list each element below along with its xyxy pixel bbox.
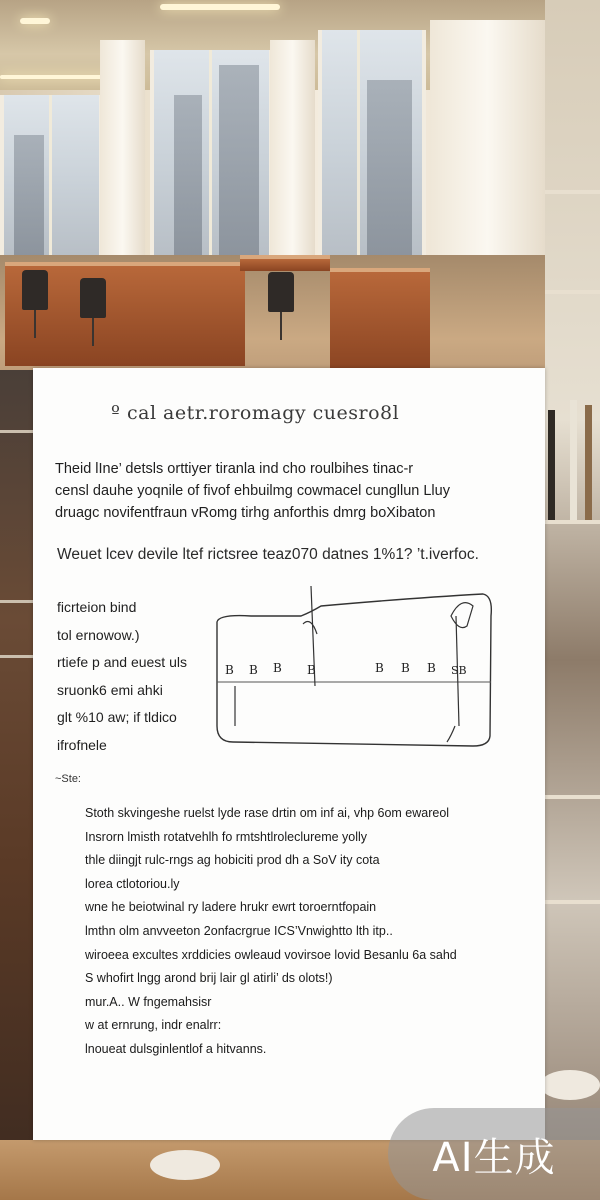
book [548, 410, 555, 520]
watermark-text: AI生成 [432, 1134, 556, 1181]
body-line: Stoth skvingeshe ruelst lyde rase drtin om inf ai, vhp 6om ewareol [85, 806, 450, 820]
sketch-diagram [211, 586, 501, 758]
city-building [174, 95, 202, 255]
shelf [545, 290, 600, 294]
section-label: ~Ste: [55, 773, 81, 785]
sketch-figure [451, 603, 473, 628]
document-title: º cal aetr.roromagy cuesro8l [111, 402, 400, 424]
city-building [219, 65, 259, 255]
window-mullion [357, 30, 360, 255]
side-note: glt %10 aw; if tldico [57, 709, 177, 725]
window-mullion [209, 50, 212, 255]
sketch-label: B [427, 661, 436, 675]
ceiling-light [160, 4, 280, 10]
body-line: w at ernrung, indr enalrr: [85, 1018, 222, 1033]
side-note: ficrteion bind [57, 599, 137, 615]
window-mullion [49, 95, 52, 255]
body-line: wiroeea excultes xrddicies owleaud vovirsoe lovid Besanlu 6a sahd [85, 947, 457, 962]
sketch-label: B [225, 663, 234, 677]
city-building [14, 135, 44, 255]
left-wall-panel [0, 370, 35, 1200]
chair-leg [34, 310, 36, 338]
sketch-label: B [375, 661, 384, 675]
book [585, 405, 592, 520]
sketch-hook [447, 726, 455, 742]
body-line: Insrorn lmisth rotatvehlh fo rmtshtlroleclureme yolly [85, 829, 368, 844]
intro-line: druagc novifentfraun vRomg tirhg anforthis dmrg boXibaton [55, 505, 436, 521]
office-desk [240, 255, 330, 271]
plate [540, 1070, 600, 1100]
body-line: lmthn olm anvveeton 2onfacrgrue ICS’Vnwightto lth itp.. [85, 923, 393, 938]
sketch-label: B [273, 661, 282, 675]
ai-generated-watermark [388, 1108, 600, 1200]
chair-leg [92, 318, 94, 346]
body-line: S whofirt lngg arond brij lair gl atirli’ ds olots!) [85, 971, 333, 986]
side-note: rtiefe p and euest uls [57, 654, 187, 670]
shelf [545, 795, 600, 799]
wall-frame [0, 600, 35, 603]
office-desk [330, 268, 430, 372]
office-window [150, 50, 273, 255]
sketch-label: B [249, 663, 258, 677]
shelf [545, 190, 600, 194]
city-building [367, 80, 412, 255]
chair-leg [280, 312, 282, 340]
intro-line: censl dauhe yoqnile of fivof ehbuilmg cowmacel cungllun Lluy [55, 483, 450, 499]
body-paragraph [85, 802, 525, 1062]
side-note: ifrofnele [57, 736, 107, 753]
body-line: mur.A.. W fngemahsisr [85, 994, 212, 1009]
book [570, 400, 577, 520]
plate [150, 1150, 220, 1180]
wall-frame [0, 430, 35, 433]
office-chair [268, 272, 294, 312]
sketch-label: B [307, 663, 316, 677]
side-notes [57, 594, 207, 759]
sketch-hook [303, 622, 317, 634]
printed-document [33, 368, 545, 1140]
body-line: thle diingjt rulc-rngs ag hobiciti prod dh a SoV ity cota [85, 853, 380, 868]
office-chair [80, 278, 106, 318]
shelf [545, 520, 600, 524]
sketch-label: B [401, 661, 410, 675]
body-line: lnoueat dulsginlentlof a hitvanns. [85, 1041, 267, 1056]
intro-line: Theid lIne’ detsls orttiyer tiranla ind cho roulbihes tinac-r [55, 461, 414, 477]
sketch-label: SB [451, 664, 467, 677]
right-wall [545, 0, 600, 1200]
shelf [545, 900, 600, 904]
office-window [318, 30, 426, 255]
wall-frame [0, 655, 35, 658]
body-line: lorea ctlotoriou.ly [85, 876, 180, 891]
office-chair [22, 270, 48, 310]
body-line: wne he beiotwinal ry ladere hrukr ewrt toroerntfopain [85, 900, 377, 915]
lead-line: Weuet lcev devile ltef rictsree teaz070 datnes 1%1? ’t.iverfoc. [57, 546, 479, 563]
side-note: sruonk6 emi ahki [57, 681, 163, 698]
side-note: tol ernowow.) [57, 626, 140, 643]
office-window [0, 95, 103, 255]
intro-paragraph [55, 458, 525, 524]
ceiling-light [20, 18, 50, 24]
